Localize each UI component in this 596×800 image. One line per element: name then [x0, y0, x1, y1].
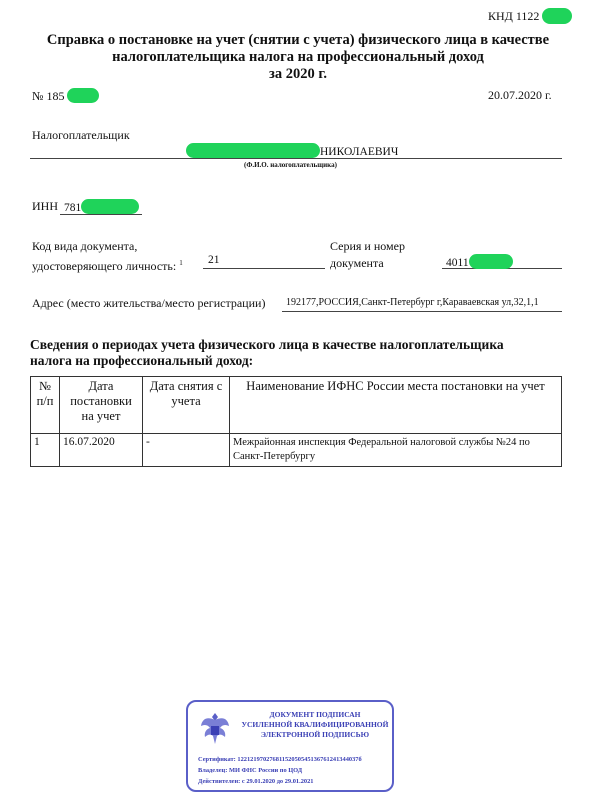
title-line-1: Справка о постановке на учет (снятии с учета) физического лица в качестве	[46, 32, 550, 48]
redaction-mark	[81, 199, 139, 214]
stamp-details	[198, 754, 392, 787]
table-header-row	[31, 377, 562, 434]
table-row	[31, 434, 562, 467]
redaction-mark	[67, 88, 99, 103]
knd-code	[488, 8, 572, 24]
series-label-line-2: документа	[330, 256, 384, 270]
header-end-date: Дата снятия с учета	[143, 377, 230, 434]
inn-label: ИНН	[32, 199, 58, 213]
taxpayer-name-line	[30, 158, 562, 159]
series-label	[330, 238, 405, 272]
stamp-certificate: Сертификат: 12212197027681152050545136761241344037б	[198, 756, 362, 763]
document-number	[32, 88, 99, 104]
header-office: Наименование ИФНС России места постановки на учет	[230, 377, 562, 434]
header-number: № п/п	[31, 377, 60, 434]
taxpayer-name-visible: НИКОЛАЕВИЧ	[320, 146, 399, 158]
redaction-mark	[469, 254, 513, 269]
stamp-line-3: ЭЛЕКТРОННОЙ ПОДПИСЬЮ	[260, 730, 370, 739]
row-office: Межрайонная инспекция Федеральной налоговой службы №24 по Санкт-Петербургу	[230, 434, 562, 467]
series-label-line-1: Серия и номер	[330, 239, 405, 253]
stamp-line-1: ДОКУМЕНТ ПОДПИСАН	[269, 710, 361, 719]
document-code-label-line-2: удостоверяющего личность: $^1$	[32, 259, 183, 273]
document-code-line	[203, 268, 325, 269]
document-code-label	[32, 238, 183, 275]
series-value	[446, 254, 513, 269]
inn-line	[60, 214, 142, 215]
address-line	[282, 311, 562, 312]
knd-label: КНД 1122	[488, 9, 540, 23]
taxpayer-label: Налогоплательщик	[32, 128, 130, 142]
section-title-line-2: налога на профессиональный доход:	[30, 353, 254, 368]
document-title	[20, 32, 576, 83]
header-start-date: Дата постановки на учет	[60, 377, 143, 434]
title-line-3: за 2020 г.	[269, 66, 327, 82]
taxpayer-name-caption: (Ф.И.О. налогоплательщика)	[244, 161, 337, 169]
stamp-header	[240, 710, 390, 740]
title-line-2: налогоплательщика налога на профессиональный доход	[112, 49, 484, 65]
address-value: 192177,РОССИЯ,Санкт-Петербург г,Караваевская ул,32,1,1	[286, 297, 539, 308]
signature-stamp	[186, 700, 394, 792]
stamp-owner: Владелец: МИ ФНС России по ЦОД	[198, 767, 303, 774]
document-date: 20.07.2020 г.	[488, 88, 552, 102]
inn-value	[64, 199, 139, 214]
redaction-mark	[542, 8, 572, 24]
row-start-date: 16.07.2020	[60, 434, 143, 467]
section-title-line-1: Сведения о периодах учета физического лица в качестве налогоплательщика	[30, 337, 504, 352]
document-code-label-line-1: Код вида документа,	[32, 239, 138, 253]
taxpayer-name	[186, 143, 398, 158]
inn-visible: 781	[64, 202, 82, 214]
stamp-validity: Действителен: с 29.01.2020 до 29.01.2021	[198, 778, 314, 785]
series-visible: 4011	[446, 257, 469, 269]
coat-of-arms-icon	[198, 710, 232, 748]
redaction-mark	[186, 143, 320, 158]
section-title	[30, 337, 504, 369]
row-end-date: -	[143, 434, 230, 467]
periods-table	[30, 376, 562, 467]
row-number: 1	[31, 434, 60, 467]
stamp-line-2: УСИЛЕННОЙ КВАЛИФИЦИРОВАННОЙ	[241, 720, 389, 729]
address-label: Адрес (место жительства/место регистрации)	[32, 296, 266, 310]
document-code-value: 21	[208, 254, 220, 266]
footnote-mark: 1	[179, 259, 183, 267]
document-number-label: № 185	[32, 89, 65, 103]
